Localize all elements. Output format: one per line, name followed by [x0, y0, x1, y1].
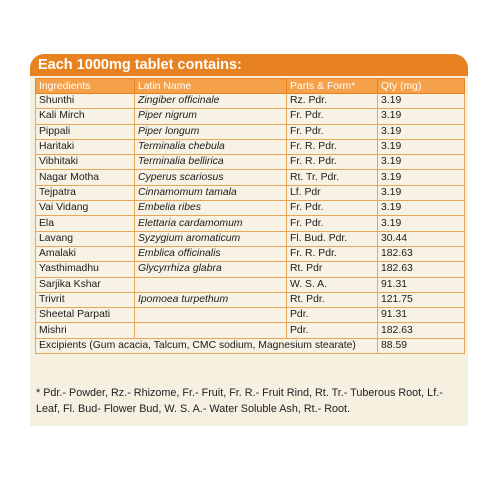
- qty-cell: 3.19: [378, 109, 465, 124]
- table-row: [36, 292, 465, 307]
- part-form-cell: Pdr.: [287, 308, 378, 323]
- column-header-ingredients: Ingredients: [36, 79, 135, 94]
- latin-name-cell: Terminalia chebula: [135, 139, 287, 154]
- table-row: [36, 262, 465, 277]
- qty-cell: 3.19: [378, 216, 465, 231]
- table-row: [36, 246, 465, 261]
- ingredient-cell: Pippali: [36, 124, 135, 139]
- latin-name-cell: [135, 323, 287, 338]
- table-row: [36, 277, 465, 292]
- latin-name-cell: [135, 308, 287, 323]
- latin-name-cell: [135, 277, 287, 292]
- ingredient-cell: Kali Mirch: [36, 109, 135, 124]
- column-header-latin-name: Latin Name: [135, 79, 287, 94]
- ingredient-cell: Sheetal Parpati: [36, 308, 135, 323]
- ingredient-cell: Mishri: [36, 323, 135, 338]
- part-form-cell: Fr. R. Pdr.: [287, 155, 378, 170]
- column-header-qty: Qty (mg): [378, 79, 465, 94]
- latin-name-cell: Piper nigrum: [135, 109, 287, 124]
- qty-cell: 91.31: [378, 308, 465, 323]
- qty-cell: 3.19: [378, 185, 465, 200]
- part-form-cell: Rt. Pdr.: [287, 292, 378, 307]
- footnote: * Pdr.- Powder, Rz.- Rhizome, Fr.- Fruit, Fr. R.- Fruit Rind, Rt. Tr.- Tuberous Root, Lf.- Leaf, Fl. Bud- Flower Bud, W. S. A.- Water Soluble Ash, Rt.- Root.: [36, 387, 443, 415]
- part-form-cell: Rz. Pdr.: [287, 94, 378, 109]
- latin-name-cell: Glycyrrhiza glabra: [135, 262, 287, 277]
- latin-name-cell: Zingiber officinale: [135, 94, 287, 109]
- qty-cell: 3.19: [378, 124, 465, 139]
- latin-name-cell: Embelia ribes: [135, 201, 287, 216]
- latin-name-cell: Piper longum: [135, 124, 287, 139]
- table-row: [36, 139, 465, 154]
- table-header-row: [36, 79, 465, 94]
- table-row: [36, 323, 465, 338]
- table-row: [36, 216, 465, 231]
- excipients-row: [36, 338, 465, 353]
- qty-cell: 182.63: [378, 262, 465, 277]
- ingredient-cell: Yasthimadhu: [36, 262, 135, 277]
- table-row: [36, 94, 465, 109]
- latin-name-cell: Cyperus scariosus: [135, 170, 287, 185]
- part-form-cell: Fr. Pdr.: [287, 201, 378, 216]
- table-row: [36, 109, 465, 124]
- qty-cell: 121.75: [378, 292, 465, 307]
- part-form-cell: Fr. Pdr.: [287, 216, 378, 231]
- ingredient-cell: Shunthi: [36, 94, 135, 109]
- column-header-parts-form: Parts & Form*: [287, 79, 378, 94]
- excipients-qty: 88.59: [378, 338, 465, 353]
- ingredient-cell: Tejpatra: [36, 185, 135, 200]
- ingredient-cell: Amalaki: [36, 246, 135, 261]
- table-row: [36, 308, 465, 323]
- qty-cell: 182.63: [378, 323, 465, 338]
- part-form-cell: Fr. R. Pdr.: [287, 246, 378, 261]
- table-row: [36, 231, 465, 246]
- ingredient-cell: Nagar Motha: [36, 170, 135, 185]
- table-row: [36, 155, 465, 170]
- table-row: [36, 201, 465, 216]
- ingredient-cell: Ela: [36, 216, 135, 231]
- qty-cell: 30.44: [378, 231, 465, 246]
- part-form-cell: Lf. Pdr: [287, 185, 378, 200]
- part-form-cell: Fr. Pdr.: [287, 109, 378, 124]
- ingredient-cell: Haritaki: [36, 139, 135, 154]
- table-row: [36, 170, 465, 185]
- part-form-cell: Fl. Bud. Pdr.: [287, 231, 378, 246]
- latin-name-cell: Elettaria cardamomum: [135, 216, 287, 231]
- latin-name-cell: Terminalia bellirica: [135, 155, 287, 170]
- latin-name-cell: Syzygium aromaticum: [135, 231, 287, 246]
- latin-name-cell: Ipomoea turpethum: [135, 292, 287, 307]
- ingredient-cell: Lavang: [36, 231, 135, 246]
- part-form-cell: Fr. Pdr.: [287, 124, 378, 139]
- part-form-cell: W. S. A.: [287, 277, 378, 292]
- qty-cell: 3.19: [378, 201, 465, 216]
- ingredient-cell: Trivrit: [36, 292, 135, 307]
- table-row: [36, 124, 465, 139]
- ingredient-cell: Vibhitaki: [36, 155, 135, 170]
- latin-name-cell: Cinnamomum tamala: [135, 185, 287, 200]
- excipients-label: Excipients (Gum acacia, Talcum, CMC sodium, Magnesium stearate): [36, 338, 378, 353]
- ingredients-table: [35, 78, 465, 354]
- ingredients-card: [30, 54, 468, 426]
- part-form-cell: Pdr.: [287, 323, 378, 338]
- qty-cell: 182.63: [378, 246, 465, 261]
- qty-cell: 3.19: [378, 139, 465, 154]
- qty-cell: 3.19: [378, 94, 465, 109]
- table-row: [36, 185, 465, 200]
- ingredient-cell: Vai Vidang: [36, 201, 135, 216]
- qty-cell: 3.19: [378, 170, 465, 185]
- latin-name-cell: Emblica officinalis: [135, 246, 287, 261]
- part-form-cell: Rt. Pdr: [287, 262, 378, 277]
- ingredient-cell: Sarjika Kshar: [36, 277, 135, 292]
- card-title: Each 1000mg tablet contains:: [30, 54, 468, 76]
- part-form-cell: Rt. Tr. Pdr.: [287, 170, 378, 185]
- qty-cell: 91.31: [378, 277, 465, 292]
- part-form-cell: Fr. R. Pdr.: [287, 139, 378, 154]
- qty-cell: 3.19: [378, 155, 465, 170]
